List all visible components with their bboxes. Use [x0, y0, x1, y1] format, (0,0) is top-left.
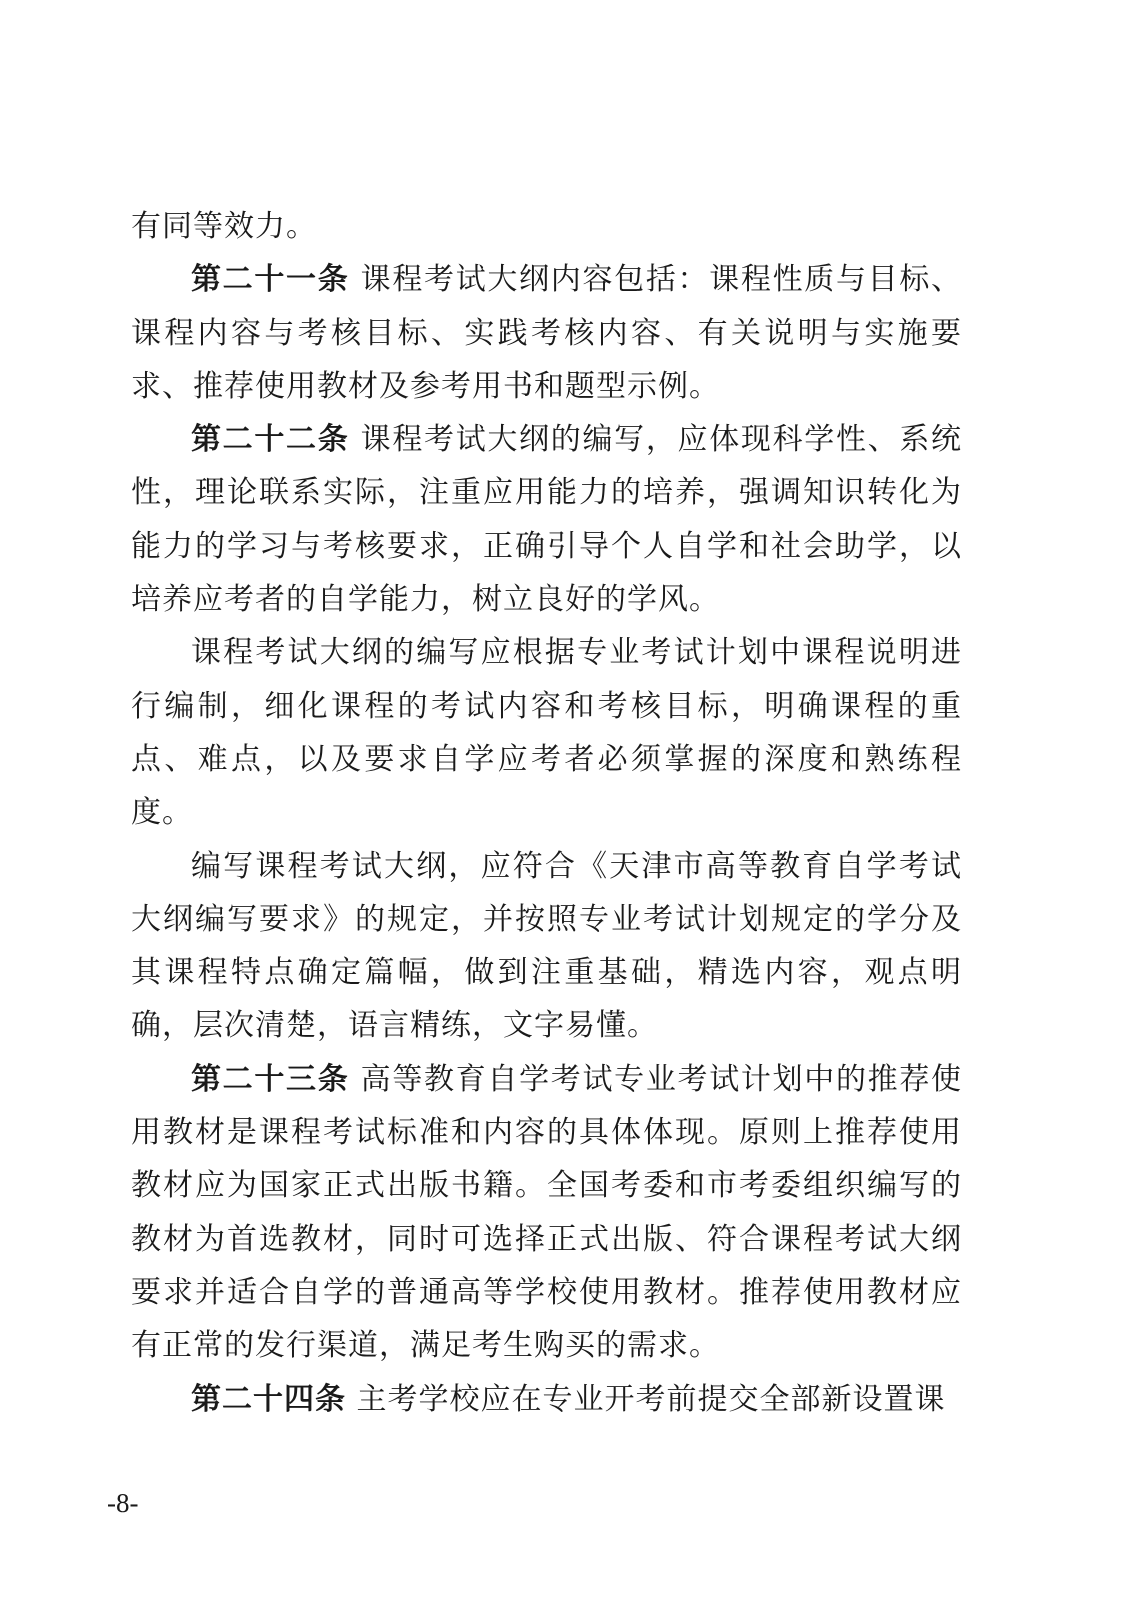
paragraph-article-22	[131, 413, 962, 626]
article-number: 第二十四条	[191, 1381, 346, 1417]
article-number: 第二十一条	[191, 262, 350, 298]
paragraph-text: 有同等效力。	[131, 209, 317, 244]
paragraph-text: 课程考试大纲的编写，应体现科学性、系统性，理论联系实际，注重应用能力的培养，强调知识转化为能力的学习与考核要求，正确引导个人自学和社会助学，以培养应考者的自学能力，树立良好的学风。	[131, 422, 963, 618]
article-number: 第二十二条	[191, 422, 350, 458]
page-number: -8-	[107, 1488, 139, 1518]
paragraph-continuation	[131, 200, 962, 253]
paragraph-outline-basis	[131, 626, 962, 839]
body-text	[131, 200, 962, 1426]
article-number: 第二十三条	[191, 1061, 350, 1097]
paragraph-article-24	[131, 1373, 962, 1426]
paragraph-article-23	[131, 1053, 962, 1373]
paragraph-article-21	[131, 253, 962, 413]
paragraph-text: 课程考试大纲的编写应根据专业考试计划中课程说明进行编制，细化课程的考试内容和考核目标，明确课程的重点、难点，以及要求自学应考者必须掌握的深度和熟练程度。	[131, 635, 962, 831]
paragraph-outline-requirements	[131, 840, 962, 1053]
paragraph-text: 编写课程考试大纲，应符合《天津市高等教育自学考试大纲编写要求》的规定，并按照专业考试计划规定的学分及其课程特点确定篇幅，做到注重基础，精选内容，观点明确，层次清楚，语言精练，文字易懂。	[131, 848, 962, 1044]
paragraph-text: 高等教育自学考试专业考试计划中的推荐使用教材是课程考试标准和内容的具体体现。原则上推荐使用教材应为国家正式出版书籍。全国考委和市考委组织编写的教材为首选教材，同时可选择正式出版、符合课程考试大纲要求并适合自学的普通高等学校使用教材。推荐使用教材应有正常的发行渠道，满足考生购买的需求。	[131, 1061, 963, 1364]
paragraph-text: 课程考试大纲内容包括：课程性质与目标、课程内容与考核目标、实践考核内容、有关说明与实施要求、推荐使用教材及参考用书和题型示例。	[131, 262, 963, 404]
paragraph-text: 主考学校应在专业开考前提交全部新设置课	[356, 1381, 946, 1417]
